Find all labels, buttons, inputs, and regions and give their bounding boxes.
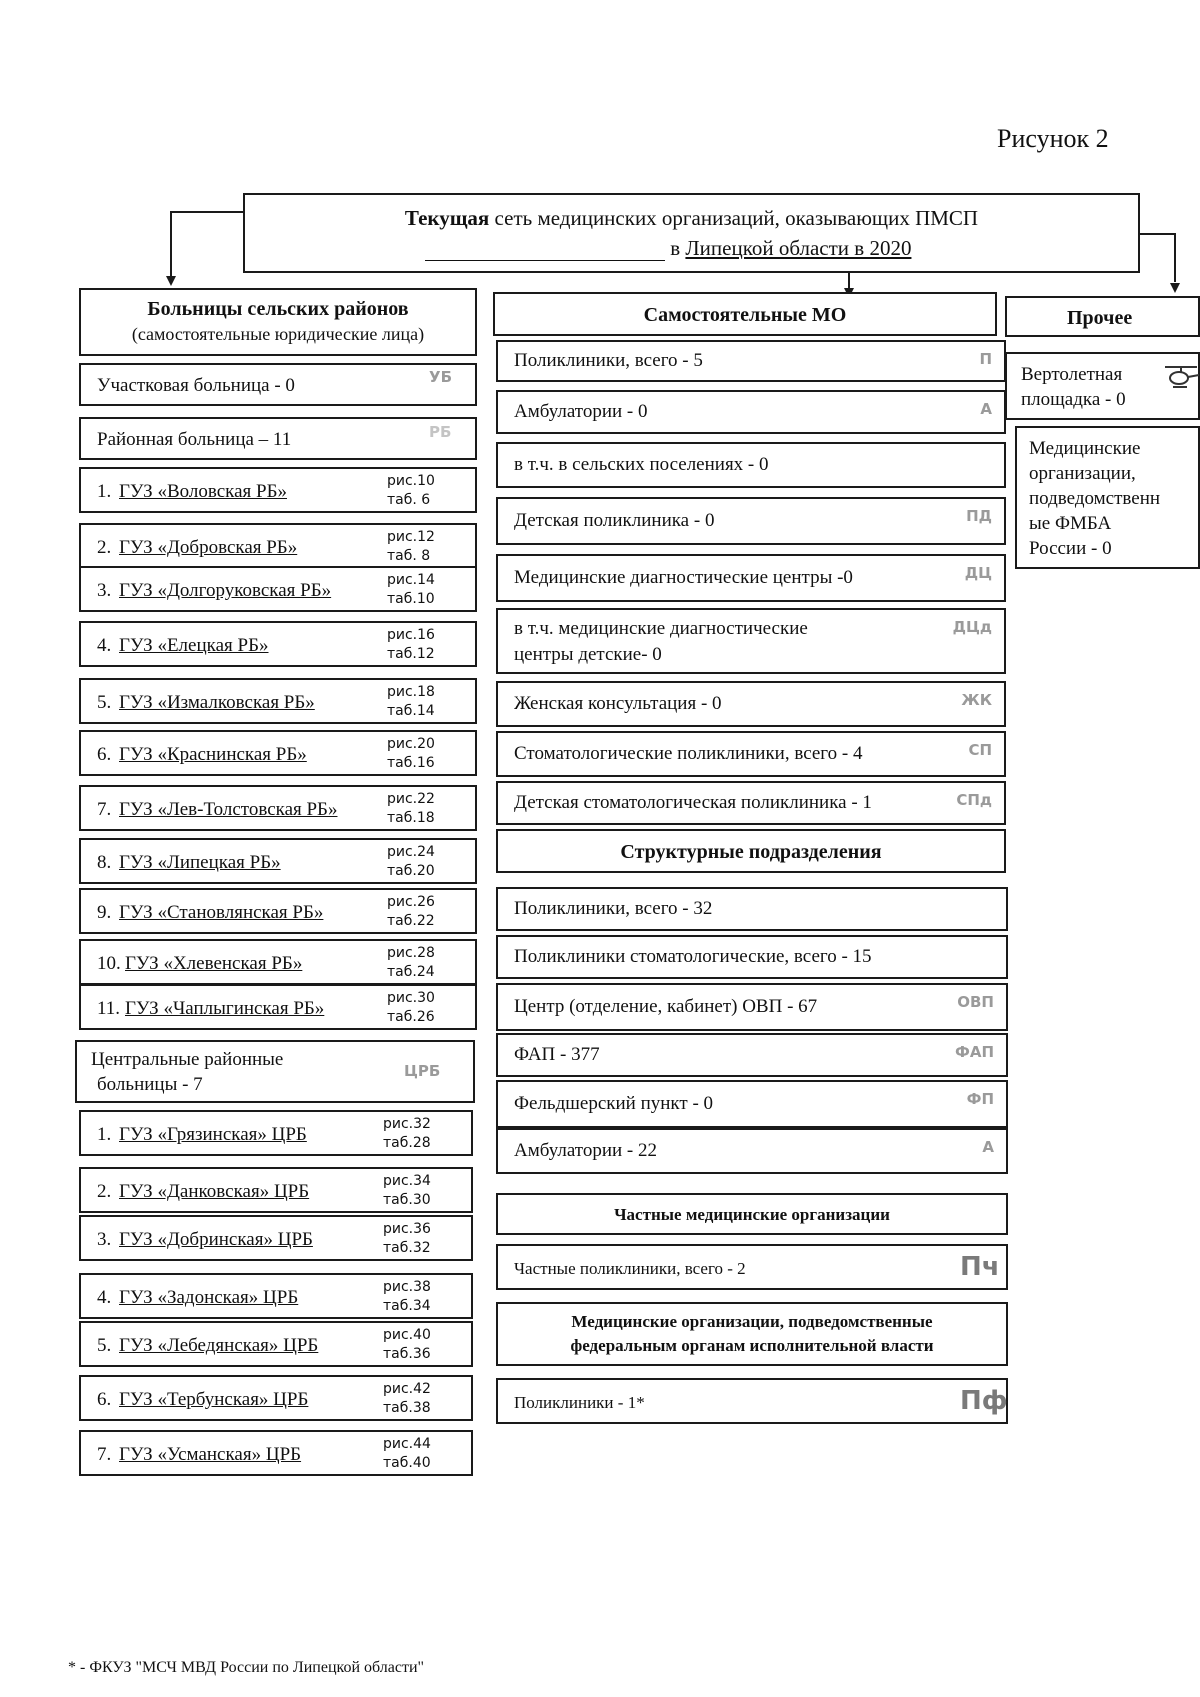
rb-item [79, 888, 477, 934]
rb-item-num: 6. [97, 744, 112, 765]
federal-title-line1: Медицинские организации, подведомственные [571, 1312, 933, 1331]
rb-item-ris: рис.18 [387, 684, 435, 700]
independent-mo-item-abbr: А [980, 400, 992, 418]
arrow-right [1170, 283, 1180, 293]
ub-abbr: УБ [429, 368, 452, 386]
independent-mo-item-label2: центры детские- 0 [514, 644, 662, 665]
rb-item-name: ГУЗ «Краснинская РБ» [119, 744, 307, 765]
rb-item [79, 984, 477, 1030]
fmba-line2: организации, [1029, 463, 1136, 484]
crb-item-name: ГУЗ «Тербунская» ЦРБ [119, 1389, 309, 1410]
crb-label-line1: Центральные районные [91, 1049, 284, 1070]
independent-mo-item-label: Медицинские диагностические центры -0 [514, 567, 853, 588]
structural-unit-label: Фельдшерский пункт - 0 [514, 1093, 714, 1114]
arrow-left [166, 276, 176, 286]
rural-hospitals-title: Больницы сельских районов [147, 298, 409, 320]
structural-unit-abbr: ФП [966, 1090, 994, 1108]
crb-item-num: 4. [97, 1287, 112, 1308]
independent-mo-item-abbr: ЖК [961, 691, 992, 709]
structural-unit-abbr: ФАП [954, 1043, 994, 1061]
independent-mo-item-label: Детская стоматологическая поликлиника - 1 [514, 792, 872, 813]
rb-item-ris: рис.16 [387, 627, 435, 643]
rb-item [79, 678, 477, 724]
crb-abbr: ЦРБ [404, 1062, 441, 1080]
federal-item-box [496, 1378, 1008, 1424]
crb-item-tab: таб.36 [383, 1346, 431, 1362]
crb-item-ris: рис.34 [383, 1173, 431, 1189]
fmba-line3: подведомственн [1029, 488, 1161, 509]
rb-item-tab: таб.24 [387, 964, 435, 980]
structural-unit-item [496, 887, 1008, 931]
connector-right-v [1174, 233, 1176, 282]
rb-item-num: 9. [97, 902, 112, 923]
heliport-box [1005, 352, 1200, 420]
rb-item-tab: таб.18 [387, 810, 435, 826]
crb-item [79, 1375, 473, 1421]
rb-item [79, 939, 477, 985]
independent-mo-item-abbr: СП [968, 741, 992, 759]
crb-item-tab: таб.34 [383, 1298, 431, 1314]
crb-item [79, 1273, 473, 1319]
independent-mo-item-label: Стоматологические поликлиники, всего - 4 [514, 743, 863, 764]
title-box [243, 193, 1140, 273]
structural-unit-label: Поликлиники стоматологические, всего - 15 [514, 946, 872, 967]
rb-item-num: 2. [97, 537, 112, 558]
rb-item-name: ГУЗ «Измалковская РБ» [119, 692, 315, 713]
independent-mo-item [496, 731, 1006, 777]
independent-mo-item [496, 390, 1006, 434]
structural-unit-abbr: ОВП [957, 993, 994, 1011]
structural-unit-label: ФАП - 377 [514, 1044, 600, 1065]
title-region: Липецкой области в 2020 [685, 236, 912, 260]
rb-box [79, 417, 477, 460]
structural-unit-abbr: А [982, 1138, 994, 1156]
private-header [496, 1193, 1008, 1235]
rb-abbr: РБ [429, 423, 452, 441]
connector-right-h [1140, 233, 1176, 235]
rb-item-tab: таб. 6 [387, 492, 431, 508]
rb-item-num: 10. [97, 953, 121, 974]
structural-unit-item [496, 983, 1008, 1031]
rb-item-num: 11. [97, 998, 121, 1019]
title-blank-line [425, 240, 665, 261]
independent-mo-item [496, 608, 1006, 674]
crb-item-ris: рис.38 [383, 1279, 431, 1295]
rb-item-num: 7. [97, 799, 112, 820]
other-title: Прочее [1067, 307, 1133, 329]
rb-item [79, 566, 477, 612]
fmba-line1: Медицинские [1029, 438, 1141, 459]
crb-item-num: 1. [97, 1124, 112, 1145]
crb-item [79, 1321, 473, 1367]
independent-mo-title: Самостоятельные МО [643, 304, 847, 326]
crb-item-num: 6. [97, 1389, 112, 1410]
rb-item-ris: рис.12 [387, 529, 435, 545]
crb-box [75, 1040, 475, 1103]
title-rest: сеть медицинских организаций, оказывающих ПМСП [494, 206, 979, 230]
independent-mo-item [496, 442, 1006, 488]
independent-mo-item-abbr: П [979, 350, 992, 368]
crb-item-tab: таб.40 [383, 1455, 431, 1471]
crb-item-name: ГУЗ «Усманская» ЦРБ [119, 1444, 302, 1465]
heliport-line2: площадка - 0 [1021, 389, 1126, 410]
crb-item-num: 3. [97, 1229, 112, 1250]
crb-item-ris: рис.36 [383, 1221, 431, 1237]
heliport-line1: Вертолетная [1021, 364, 1123, 385]
rb-item-ris: рис.26 [387, 894, 435, 910]
title-prefix: в [670, 236, 681, 260]
rb-item-ris: рис.30 [387, 990, 435, 1006]
rb-item-tab: таб.26 [387, 1009, 435, 1025]
crb-item-name: ГУЗ «Лебедянская» ЦРБ [119, 1335, 319, 1356]
independent-mo-item [496, 681, 1006, 727]
private-abbr: Пч [960, 1252, 1000, 1282]
crb-item [79, 1110, 473, 1156]
rb-item-name: ГУЗ «Елецкая РБ» [119, 635, 269, 656]
federal-title-line2: федеральным органам исполнительной власти [570, 1336, 934, 1355]
structural-unit-item [496, 1033, 1008, 1077]
rb-item-tab: таб.10 [387, 591, 435, 607]
rb-item [79, 467, 477, 513]
rb-item-name: ГУЗ «Хлевенская РБ» [125, 953, 303, 974]
rb-item-tab: таб.12 [387, 646, 435, 662]
rb-item-tab: таб.22 [387, 913, 435, 929]
structural-unit-item [496, 935, 1008, 979]
structural-units-header [496, 829, 1006, 873]
rb-item [79, 730, 477, 776]
crb-label-line2: больницы - 7 [97, 1074, 203, 1095]
private-item-label: Частные поликлиники, всего - 2 [514, 1259, 746, 1278]
independent-mo-item-label: в т.ч. в сельских поселениях - 0 [514, 454, 769, 475]
ub-label: Участковая больница - 0 [97, 375, 295, 396]
rb-item-name: ГУЗ «Чаплыгинская РБ» [125, 998, 325, 1019]
rb-item-num: 8. [97, 852, 112, 873]
crb-item [79, 1215, 473, 1261]
connector-left-h [170, 211, 243, 213]
independent-mo-item-label: в т.ч. медицинские диагностические [514, 618, 808, 639]
fmba-line5: России - 0 [1029, 538, 1112, 559]
federal-abbr: Пф [960, 1386, 1008, 1416]
crb-item-name: ГУЗ «Грязинская» ЦРБ [119, 1124, 307, 1145]
independent-mo-item-abbr: СПд [956, 791, 992, 809]
crb-item-tab: таб.32 [383, 1240, 431, 1256]
private-title: Частные медицинские организации [614, 1205, 890, 1224]
independent-mo-item [496, 497, 1006, 545]
independent-mo-item-label: Женская консультация - 0 [514, 693, 722, 714]
crb-item-num: 2. [97, 1181, 112, 1202]
independent-mo-item [496, 340, 1006, 382]
crb-item [79, 1167, 473, 1213]
rb-item-name: ГУЗ «Долгоруковская РБ» [119, 580, 332, 601]
rb-item-name: ГУЗ «Добровская РБ» [119, 537, 298, 558]
structural-unit-label: Поликлиники, всего - 32 [514, 898, 713, 919]
crb-item [79, 1430, 473, 1476]
rural-hospitals-header [79, 288, 477, 356]
rb-item [79, 523, 477, 569]
crb-item-num: 7. [97, 1444, 112, 1465]
federal-item-label: Поликлиники - 1* [514, 1393, 645, 1412]
other-header [1005, 296, 1200, 337]
helicopter-icon [1161, 362, 1200, 392]
rb-item-num: 4. [97, 635, 112, 656]
rb-item [79, 621, 477, 667]
rb-item-tab: таб.20 [387, 863, 435, 879]
crb-item-num: 5. [97, 1335, 112, 1356]
independent-mo-item-abbr: ПД [966, 507, 992, 525]
crb-item-name: ГУЗ «Добринская» ЦРБ [119, 1229, 313, 1250]
rb-item-ris: рис.20 [387, 736, 435, 752]
independent-mo-item-label: Детская поликлиника - 0 [514, 510, 715, 531]
crb-item-tab: таб.30 [383, 1192, 431, 1208]
ub-box [79, 363, 477, 406]
crb-item-name: ГУЗ «Задонская» ЦРБ [119, 1287, 299, 1308]
rb-item [79, 838, 477, 884]
rural-hospitals-sub: (самостоятельные юридические лица) [131, 324, 425, 344]
structural-units-title: Структурные подразделения [620, 841, 882, 863]
independent-mo-item-label: Амбулатории - 0 [514, 401, 648, 422]
structural-unit-label: Центр (отделение, кабинет) ОВП - 67 [514, 996, 818, 1017]
independent-mo-item-abbr: ДЦд [952, 618, 992, 636]
rb-item-num: 1. [97, 481, 112, 502]
rb-item-name: ГУЗ «Липецкая РБ» [119, 852, 281, 873]
rb-item [79, 785, 477, 831]
rb-label: Районная больница – 11 [97, 429, 292, 450]
rb-item-ris: рис.24 [387, 844, 435, 860]
crb-item-ris: рис.40 [383, 1327, 431, 1343]
rb-item-name: ГУЗ «Воловская РБ» [119, 481, 287, 502]
crb-item-tab: таб.28 [383, 1135, 431, 1151]
crb-item-ris: рис.42 [383, 1381, 431, 1397]
structural-unit-item [496, 1128, 1008, 1174]
footnote: * - ФКУЗ "МСЧ МВД России по Липецкой области" [68, 1659, 425, 1676]
rb-item-ris: рис.22 [387, 791, 435, 807]
rb-item-tab: таб.14 [387, 703, 435, 719]
independent-mo-header [493, 292, 997, 336]
rb-item-ris: рис.10 [387, 473, 435, 489]
crb-item-name: ГУЗ «Данковская» ЦРБ [119, 1181, 310, 1202]
rb-item-num: 5. [97, 692, 112, 713]
rb-item-tab: таб. 8 [387, 548, 431, 564]
fmba-line4: ые ФМБА [1029, 513, 1112, 534]
rb-item-name: ГУЗ «Лев-Толстовская РБ» [119, 799, 338, 820]
rb-item-name: ГУЗ «Становлянская РБ» [119, 902, 324, 923]
federal-header [496, 1302, 1008, 1366]
connector-left-v [170, 211, 172, 279]
independent-mo-item-label: Поликлиники, всего - 5 [514, 350, 703, 371]
independent-mo-item [496, 554, 1006, 602]
crb-item-tab: таб.38 [383, 1400, 431, 1416]
structural-unit-label: Амбулатории - 22 [514, 1140, 657, 1161]
independent-mo-item [496, 781, 1006, 825]
independent-mo-item-abbr: ДЦ [964, 564, 992, 582]
rb-item-ris: рис.14 [387, 572, 435, 588]
crb-item-ris: рис.44 [383, 1436, 431, 1452]
crb-item-ris: рис.32 [383, 1116, 431, 1132]
figure-label: Рисунок 2 [997, 124, 1109, 153]
private-item-box [496, 1244, 1008, 1290]
rb-item-num: 3. [97, 580, 112, 601]
structural-unit-item [496, 1080, 1008, 1128]
title-bold: Текущая [404, 206, 490, 230]
fmba-box [1015, 426, 1200, 569]
rb-item-ris: рис.28 [387, 945, 435, 961]
rb-item-tab: таб.16 [387, 755, 435, 771]
